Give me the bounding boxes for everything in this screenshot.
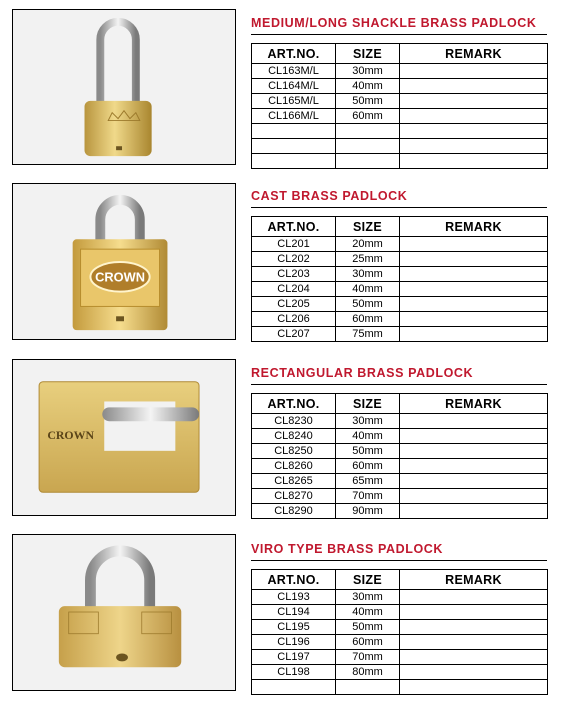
table-row [252,139,548,154]
size-cell: 60mm [336,312,400,327]
table-row [252,237,548,252]
size-cell: 60mm [336,635,400,650]
table-row [252,665,548,680]
art-no-cell [252,124,336,139]
title-divider [251,560,547,561]
header-size: SIZE [336,570,400,590]
header-art-no: ART.NO. [252,217,336,237]
table-row [252,620,548,635]
section-title: VIRO TYPE BRASS PADLOCK [251,542,444,556]
photo-viro-type-padlock [12,534,236,691]
remark-cell [400,282,548,297]
section-title: MEDIUM/LONG SHACKLE BRASS PADLOCK [251,16,537,30]
art-no-cell: CL206 [252,312,336,327]
remark-cell [400,429,548,444]
remark-cell [400,267,548,282]
title-divider [251,384,547,385]
header-art-no: ART.NO. [252,394,336,414]
remark-cell [400,312,548,327]
size-cell [336,139,400,154]
size-cell: 80mm [336,665,400,680]
remark-cell [400,94,548,109]
remark-cell [400,327,548,342]
art-no-cell: CL164M/L [252,79,336,94]
art-no-cell: CL201 [252,237,336,252]
art-no-cell: CL8270 [252,489,336,504]
remark-cell [400,489,548,504]
art-no-cell: CL163M/L [252,64,336,79]
size-cell: 30mm [336,64,400,79]
table-row [252,267,548,282]
table-row [252,312,548,327]
size-cell: 70mm [336,489,400,504]
remark-cell [400,459,548,474]
art-no-cell: CL204 [252,282,336,297]
size-cell: 25mm [336,252,400,267]
remark-cell [400,444,548,459]
table-row [252,297,548,312]
remark-cell [400,109,548,124]
size-cell [336,154,400,169]
art-no-cell: CL193 [252,590,336,605]
remark-cell [400,124,548,139]
size-cell: 50mm [336,620,400,635]
size-cell: 70mm [336,650,400,665]
size-cell: 90mm [336,504,400,519]
art-no-cell: CL165M/L [252,94,336,109]
art-no-cell [252,139,336,154]
title-divider [251,207,547,208]
size-cell: 20mm [336,237,400,252]
remark-cell [400,620,548,635]
table-row [252,444,548,459]
remark-cell [400,665,548,680]
section-title: CAST BRASS PADLOCK [251,189,408,203]
table-row [252,79,548,94]
art-no-cell: CL198 [252,665,336,680]
art-no-cell: CL166M/L [252,109,336,124]
size-cell: 60mm [336,109,400,124]
table-row [252,414,548,429]
remark-cell [400,650,548,665]
table-row [252,489,548,504]
header-size: SIZE [336,217,400,237]
art-no-cell: CL8230 [252,414,336,429]
art-no-cell: CL203 [252,267,336,282]
remark-cell [400,414,548,429]
table-row [252,635,548,650]
remark-cell [400,474,548,489]
art-no-cell: CL195 [252,620,336,635]
size-cell: 40mm [336,282,400,297]
size-cell: 40mm [336,605,400,620]
size-cell: 65mm [336,474,400,489]
table-row [252,590,548,605]
header-remark: REMARK [400,570,548,590]
size-cell: 50mm [336,94,400,109]
remark-cell [400,237,548,252]
art-no-cell: CL8240 [252,429,336,444]
product-table [251,569,548,695]
photo-rectangular-brass-padlock [12,359,236,516]
header-art-no: ART.NO. [252,570,336,590]
table-row [252,504,548,519]
header-art-no: ART.NO. [252,44,336,64]
product-table [251,393,548,519]
size-cell [336,680,400,695]
table-row [252,680,548,695]
table-row [252,94,548,109]
size-cell: 30mm [336,267,400,282]
remark-cell [400,504,548,519]
art-no-cell: CL194 [252,605,336,620]
header-size: SIZE [336,394,400,414]
remark-cell [400,252,548,267]
table-row [252,650,548,665]
table-row [252,474,548,489]
art-no-cell: CL207 [252,327,336,342]
remark-cell [400,635,548,650]
photo-cast-brass-padlock [12,183,236,340]
header-remark: REMARK [400,217,548,237]
size-cell: 30mm [336,414,400,429]
remark-cell [400,64,548,79]
crown-brand-text: CROWN [95,269,145,285]
size-cell: 50mm [336,297,400,312]
remark-cell [400,680,548,695]
title-divider [251,34,547,35]
table-row [252,252,548,267]
table-row [252,282,548,297]
table-row [252,429,548,444]
remark-cell [400,154,548,169]
remark-cell [400,297,548,312]
size-cell: 50mm [336,444,400,459]
header-size: SIZE [336,44,400,64]
art-no-cell: CL8260 [252,459,336,474]
size-cell: 75mm [336,327,400,342]
size-cell: 40mm [336,429,400,444]
art-no-cell: CL8290 [252,504,336,519]
remark-cell [400,79,548,94]
size-cell: 60mm [336,459,400,474]
section-title: RECTANGULAR BRASS PADLOCK [251,366,474,380]
art-no-cell: CL197 [252,650,336,665]
art-no-cell: CL8265 [252,474,336,489]
remark-cell [400,605,548,620]
product-table [251,216,548,342]
size-cell: 30mm [336,590,400,605]
size-cell [336,124,400,139]
size-cell: 40mm [336,79,400,94]
table-row [252,459,548,474]
art-no-cell [252,154,336,169]
table-row [252,124,548,139]
art-no-cell: CL196 [252,635,336,650]
art-no-cell: CL202 [252,252,336,267]
remark-cell [400,139,548,154]
remark-cell [400,590,548,605]
header-remark: REMARK [400,394,548,414]
table-row [252,64,548,79]
table-row [252,327,548,342]
photo-long-shackle-padlock [12,9,236,165]
table-row [252,109,548,124]
crown-brand-text: CROWN [47,427,95,442]
art-no-cell: CL205 [252,297,336,312]
table-row [252,605,548,620]
header-remark: REMARK [400,44,548,64]
art-no-cell: CL8250 [252,444,336,459]
art-no-cell [252,680,336,695]
table-row [252,154,548,169]
product-table [251,43,548,169]
